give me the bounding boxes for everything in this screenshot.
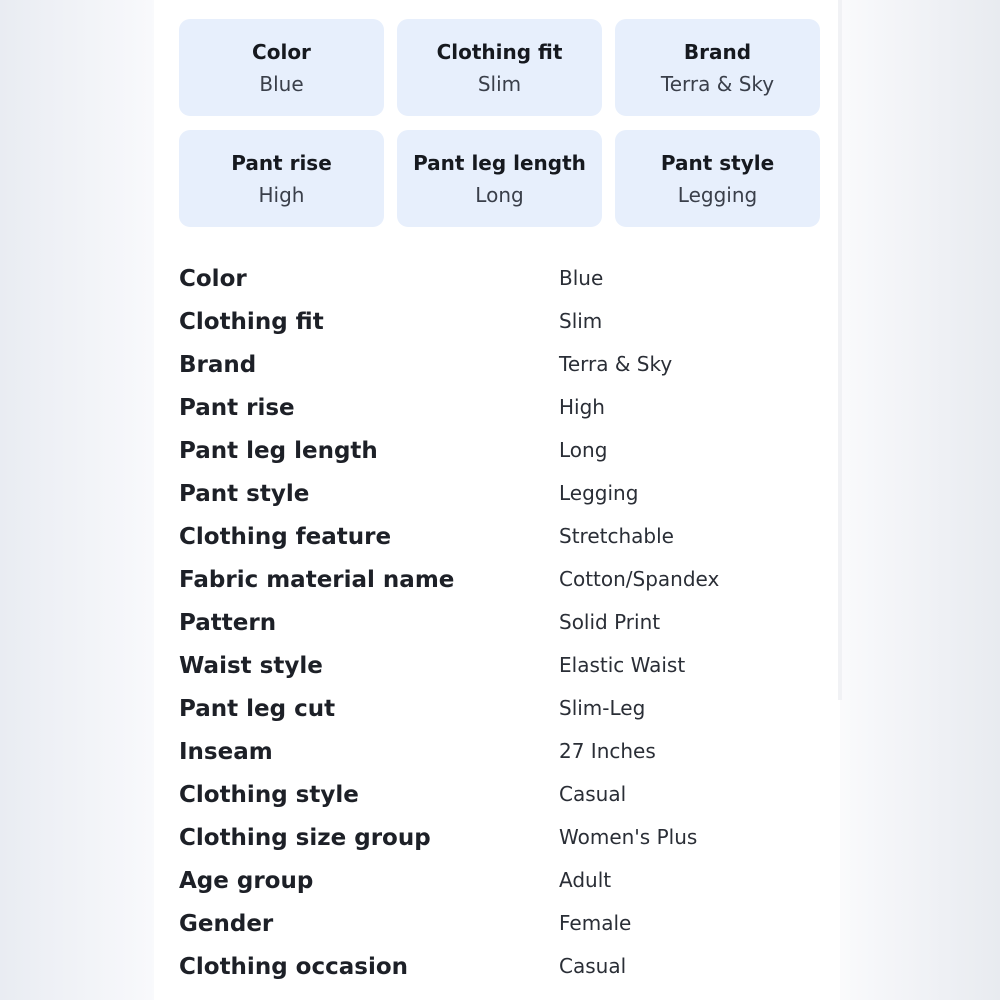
chip-label: Clothing fit [436, 39, 563, 64]
spec-row [179, 948, 819, 991]
spec-value: Casual [559, 954, 627, 978]
spec-row [179, 303, 819, 346]
chip-label: Pant leg length [413, 150, 586, 175]
attribute-chip-pant-style [615, 130, 820, 227]
chip-value: Blue [259, 71, 304, 96]
spec-row [179, 389, 819, 432]
spec-label: Clothing fit [179, 309, 324, 335]
chip-value: High [258, 182, 305, 207]
spec-value: Casual [559, 782, 627, 806]
spec-value: Blue [559, 266, 604, 290]
spec-value: Adult [559, 868, 612, 892]
spec-label: Pant leg cut [179, 696, 336, 722]
spec-label: Pant leg length [179, 438, 378, 464]
spec-value: Stretchable [559, 524, 674, 548]
spec-value: Slim [559, 309, 603, 333]
spec-value: Slim-Leg [559, 696, 646, 720]
scrollbar[interactable] [838, 0, 842, 700]
spec-value: Legging [559, 481, 639, 505]
spec-label: Pant rise [179, 395, 295, 421]
key-attributes-grid [179, 19, 820, 227]
spec-row [179, 432, 819, 475]
spec-row [179, 690, 819, 733]
spec-label: Clothing feature [179, 524, 392, 550]
spec-row [179, 260, 819, 303]
spec-label: Clothing occasion [179, 954, 409, 980]
spec-row [179, 475, 819, 518]
spec-label: Clothing style [179, 782, 359, 808]
attribute-chip-pant-leg-length [397, 130, 602, 227]
spec-row [179, 647, 819, 690]
spec-value: Elastic Waist [559, 653, 686, 677]
chip-label: Pant rise [231, 150, 332, 175]
chip-label: Color [252, 39, 311, 64]
spec-label: Waist style [179, 653, 323, 679]
spec-row [179, 819, 819, 862]
product-specifications-panel [154, 0, 840, 1000]
attribute-chip-color [179, 19, 384, 116]
attribute-chip-clothing-fit [397, 19, 602, 116]
spec-label: Gender [179, 911, 274, 937]
spec-label: Pant style [179, 481, 310, 507]
specifications-table [179, 260, 819, 991]
attribute-chip-brand [615, 19, 820, 116]
spec-label: Pattern [179, 610, 277, 636]
chip-value: Long [475, 182, 524, 207]
chip-value: Terra & Sky [660, 71, 775, 96]
spec-value: High [559, 395, 605, 419]
spec-row [179, 862, 819, 905]
spec-value: Solid Print [559, 610, 661, 634]
spec-row [179, 561, 819, 604]
spec-row [179, 604, 819, 647]
spec-label: Age group [179, 868, 314, 894]
spec-row [179, 346, 819, 389]
spec-value: Women's Plus [559, 825, 698, 849]
spec-label: Color [179, 266, 247, 292]
spec-label: Brand [179, 352, 257, 378]
chip-label: Brand [683, 39, 752, 64]
chip-value: Legging [677, 182, 758, 207]
spec-label: Inseam [179, 739, 273, 765]
spec-value: Cotton/Spandex [559, 567, 720, 591]
spec-row [179, 776, 819, 819]
spec-value: Female [559, 911, 632, 935]
attribute-chip-pant-rise [179, 130, 384, 227]
spec-row [179, 518, 819, 561]
spec-value: 27 Inches [559, 739, 656, 763]
spec-label: Clothing size group [179, 825, 431, 851]
spec-row [179, 905, 819, 948]
chip-label: Pant style [660, 150, 775, 175]
spec-row [179, 733, 819, 776]
spec-value: Long [559, 438, 608, 462]
spec-label: Fabric material name [179, 567, 455, 593]
chip-value: Slim [477, 71, 522, 96]
spec-value: Terra & Sky [559, 352, 673, 376]
